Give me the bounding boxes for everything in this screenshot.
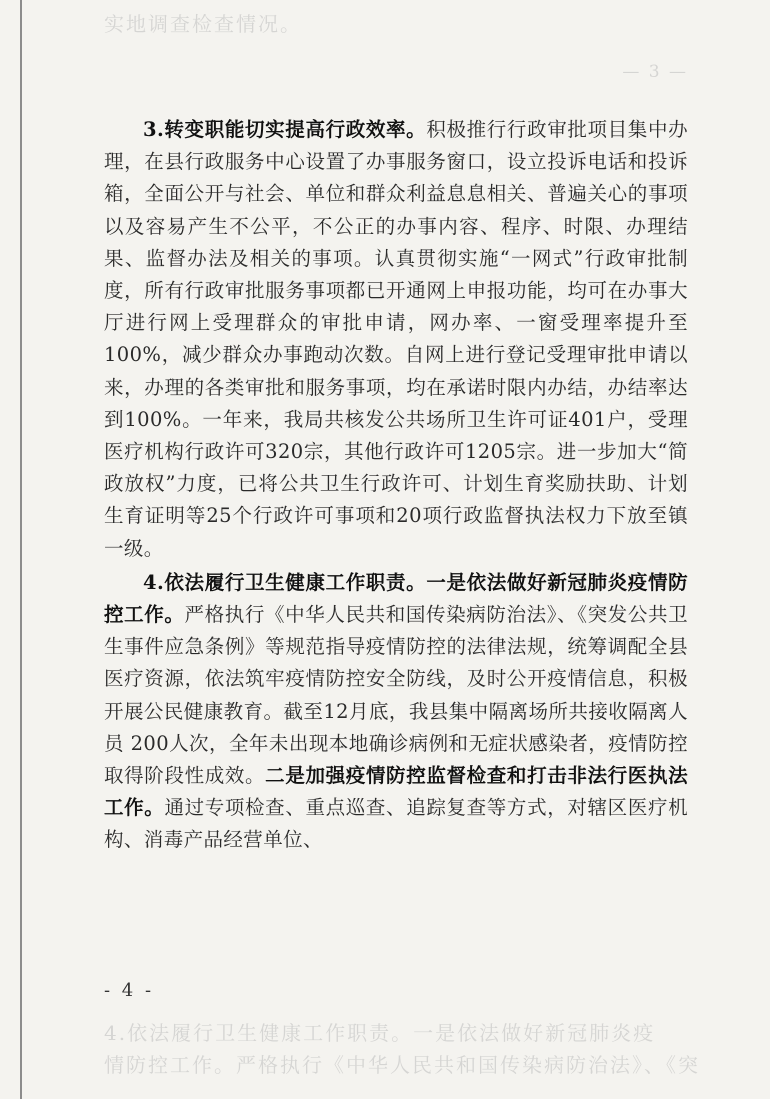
bleed-through-bottom-line-2: 情防控工作。严格执行《中华人民共和国传染病防治法》、《突 — [104, 1053, 700, 1077]
bleed-through-top-line: 实地调查检查情况。 — [104, 12, 302, 36]
paragraph-4-text-2: 通过专项检查、重点巡查、追踪复查等方式，对辖区医疗机构、消毒产品经营单位、 — [104, 796, 689, 852]
paragraph-3-text: 积极推行行政审批项目集中办理，在县行政服务中心设置了办事服务窗口，设立投诉电话和投诉箱，全面公开与社会、单位和群众利益息息相关、普遍关心的事项以及容易产生不公平，不公正的办事内容、程序、时限、办理结果、监督办法及相关的事项。认真贯彻实施“一网式”行政审批制度，所有行政审批服务事项都已开通网上申报功能，均可在办事大厅进行网上受理群众的审批申请，网办率、一窗受理率提升至100%，减少群众办事跑动次数。自网上进行登记受理审批申请以来，办理的各类审批和服务事项，均在承诺时限内办结，办结率达到100%。一年来，我局共核发公共场所卫生许可证401户，受理医疗机构行政许可320宗，其他行政许可1205宗。进一步加大“简政放权”力度，已将公共卫生行政许可、计划生育奖励扶助、计划生育证明等25个行政许可事项和20项行政监督执法权力下放至镇一级。 — [104, 118, 688, 560]
bleed-through-page-number: — 3 — — [622, 62, 688, 82]
bleed-through-bottom-line-1: 4.依法履行卫生健康工作职责。一是依法做好新冠肺炎疫 — [104, 1021, 656, 1045]
paragraph-4-subheading-2: 二是加强疫情防控监督检查和打击非法行医执法工作。 — [104, 764, 688, 820]
paragraph-4 — [104, 567, 688, 857]
paragraph-3-heading: 3.转变职能切实提高行政效率。 — [143, 118, 427, 141]
paragraph-4-subheading-1: 一是依法做好新冠肺炎疫情防控工作。 — [104, 570, 688, 627]
page-number: - 4 - — [104, 980, 155, 1001]
document-body — [104, 114, 688, 857]
paragraph-3 — [104, 114, 688, 565]
paragraph-4-heading: 4.依法履行卫生健康工作职责。 — [143, 570, 427, 594]
binding-margin-line — [20, 0, 22, 1099]
paragraph-4-text-1: 严格执行《中华人民共和国传染病防治法》、《突发公共卫生事件应急条例》等规范指导疫情防控的法律法规，统筹调配全县医疗资源，依法筑牢疫情防控安全防线，及时公开疫情信息，积极开展公民健康教育。截至12月底，我县集中隔离场所共接收隔离人员 200人次，全年未出现本地确诊病例和无症状感染者，疫情防控取得阶段性成效。 — [104, 603, 688, 788]
